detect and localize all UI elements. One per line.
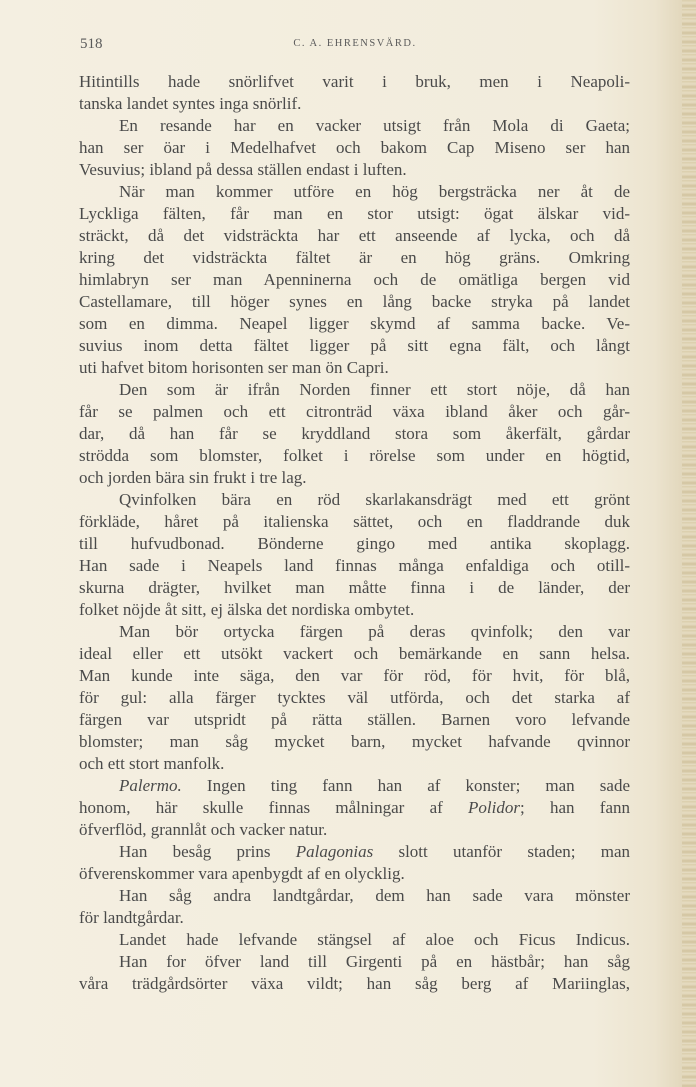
text-line: honom, här skulle finnas målningar af Polidor; han fann <box>79 798 630 817</box>
text-line: Han besåg prins Palagonias slott utanför staden; man <box>119 842 630 861</box>
text-line: När man kommer utföre en hög bergsträcka ner åt de <box>119 182 630 201</box>
body-text <box>79 71 630 995</box>
text-line: förkläde, håret på italienska sättet, och en fladdrande duk <box>79 512 630 531</box>
text-line: strödda som blomster, folket i rörelse som under en högtid, <box>79 446 630 465</box>
text-line: skurna drägter, hvilket man måtte finna i de länder, der <box>79 578 630 597</box>
page-number: 518 <box>80 36 103 52</box>
text-line: för landtgårdar. <box>79 908 184 927</box>
running-head: C. A. EHRENSVÄRD. <box>293 38 417 49</box>
text-line: kring det vidsträckta fältet är en hög gräns. Omkring <box>79 248 630 267</box>
text-line: och jorden bära sin frukt i tre lag. <box>79 468 307 487</box>
text-line: ideal eller ett utsökt vackert och bemärkande en sann helsa. <box>79 644 630 663</box>
text-line: han ser öar i Medelhafvet och bakom Cap Miseno ser han <box>79 138 630 157</box>
text-line: färgen var utspridt på rätta ställen. Barnen voro lefvande <box>79 710 630 729</box>
text-line: och ett stort manfolk. <box>79 754 225 773</box>
text-line: för gul: alla färger tycktes väl utförda, och det starka af <box>79 688 630 707</box>
text-line: Man bör ortycka färgen på deras qvinfolk; den var <box>119 622 630 641</box>
text-line: Han for öfver land till Girgenti på en hästbår; han såg <box>119 952 630 971</box>
text-line: blomster; man såg mycket barn, mycket hafvande qvinnor <box>79 732 630 751</box>
text-line: Palermo. Ingen ting fann han af konster; man sade <box>119 776 630 795</box>
text-line: Den som är ifrån Norden finner ett stort nöje, då han <box>119 380 630 399</box>
text-line: får se palmen och ett citronträd växa ibland åker och går- <box>79 402 630 421</box>
text-line: Landet hade lefvande stängsel af aloe och Ficus Indicus. <box>119 930 630 949</box>
text-line: dar, då han får se kryddland stora som åkerfält, gårdar <box>79 424 630 443</box>
text-line: Lyckliga fälten, får man en stor utsigt: ögat älskar vid- <box>79 204 630 223</box>
text-line: Han såg andra landtgårdar, dem han sade vara mönster <box>119 886 630 905</box>
text-line: En resande har en vacker utsigt från Mola di Gaeta; <box>119 116 630 135</box>
text-line: himlabryn ser man Apenninerna och de omätliga bergen vid <box>79 270 630 289</box>
text-line: tanska landet syntes inga snörlif. <box>79 94 302 113</box>
text-line: Castellamare, till höger synes en lång backe stryka på landet <box>79 292 630 311</box>
text-line: Man kunde inte säga, den var för röd, för hvit, för blå, <box>79 666 630 685</box>
text-line: Han sade i Neapels land finnas många enfaldiga och otill- <box>79 556 630 575</box>
text-line: öfverenskommer vara apenbygdt af en olycklig. <box>79 864 405 883</box>
text-line: som en dimma. Neapel ligger skymd af samma backe. Ve- <box>79 314 630 333</box>
text-line: folket nöjde åt sitt, ej älska det nordiska ombytet. <box>79 600 415 619</box>
page-header <box>80 36 630 54</box>
text-line: sträckt, då det vidsträckta har ett anseende af lycka, och då <box>79 226 630 245</box>
text-line: Vesuvius; ibland på dessa ställen endast i luften. <box>79 160 407 179</box>
text-line: Qvinfolken bära en röd skarlakansdrägt med ett grönt <box>119 490 630 509</box>
text-line: uti hafvet bitom horisonten ser man ön Capri. <box>79 358 389 377</box>
page-edge <box>682 0 696 1087</box>
text-line: våra trädgårdsörter växa vildt; han såg berg af Mariinglas, <box>79 974 630 993</box>
text-line: till hufvudbonad. Bönderne gingo med antika skoplagg. <box>79 534 630 553</box>
text-line: suvius inom detta fältet ligger på sitt egna fält, och långt <box>79 336 630 355</box>
text-line: öfverflöd, grannlåt och vacker natur. <box>79 820 328 839</box>
text-line: Hitintills hade snörlifvet varit i bruk, men i Neapoli- <box>79 72 630 91</box>
